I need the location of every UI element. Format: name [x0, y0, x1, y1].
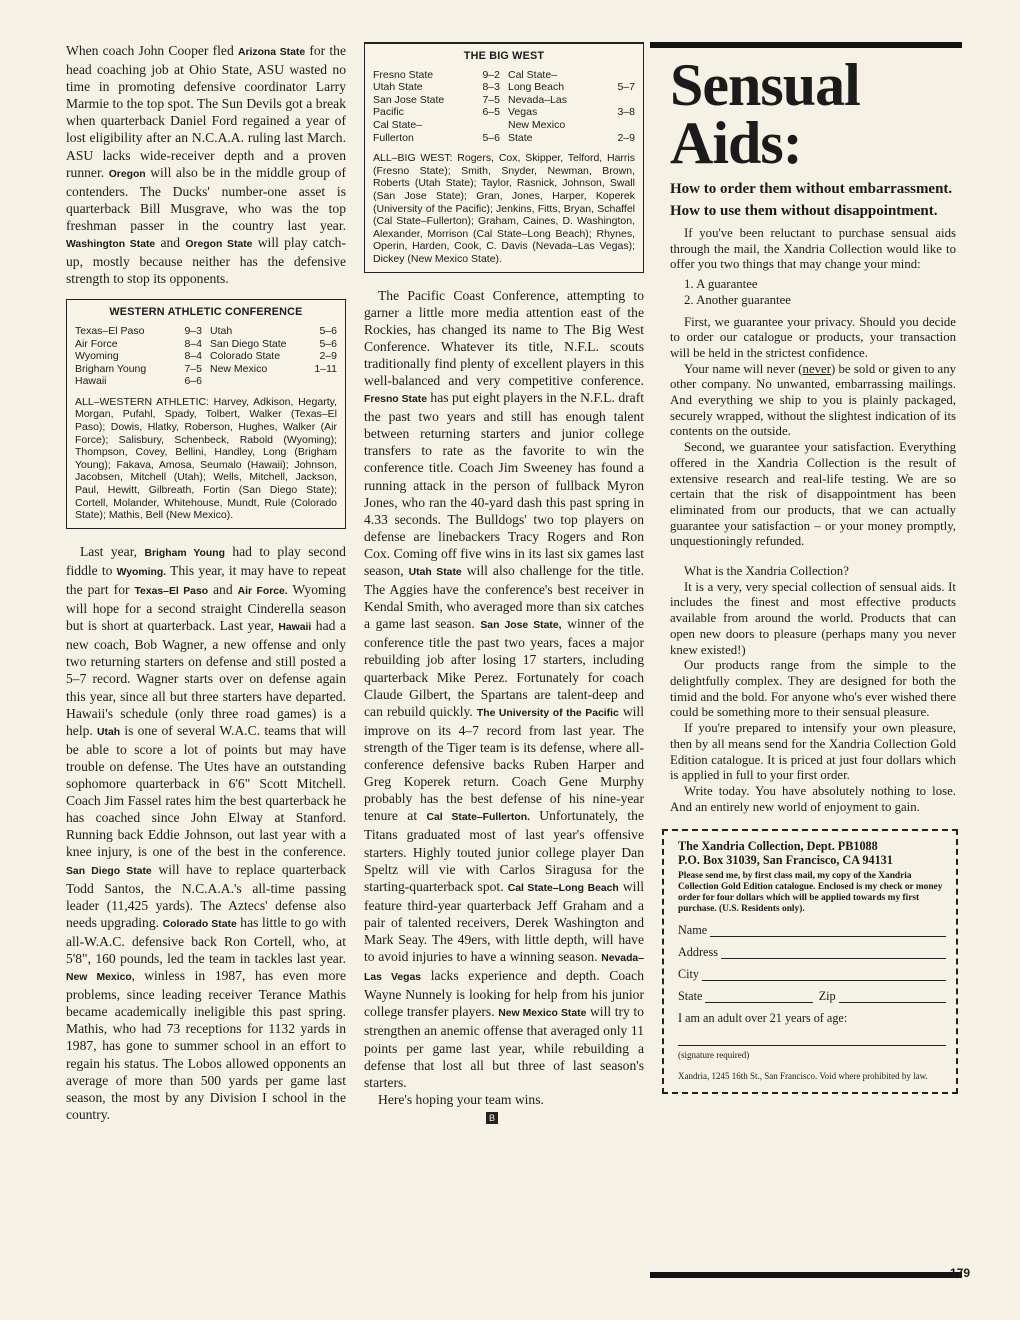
- name-label: Name: [678, 923, 708, 938]
- record-cell: [629, 119, 635, 132]
- team-name: New Mexico State: [498, 1008, 587, 1020]
- standings-row: [508, 69, 635, 82]
- text-run: Last year,: [80, 543, 145, 559]
- record-cell: 8–3: [482, 81, 500, 94]
- team-cell: Brigham Young: [75, 362, 147, 375]
- order-coupon: [662, 829, 958, 1094]
- record-cell: [629, 94, 635, 107]
- text-run: The Pacific Coast Conference, attempting to garner a little more media attention east of the Rockies, has changed its name to The Big West Conference. Whatever its title, N.F.L. scouts traditionally find plenty of excellent players in this well-balanced and very competitive conference.: [364, 287, 644, 388]
- record-cell: 9–2: [482, 68, 500, 81]
- text-run: for the head coaching job at Ohio State, ASU wasted no time in promoting defensive coordinator Larry Marmie to the top spot. The Sun Devils got a break when quarterback Daniel Ford regained a year of lost eligibility after an N.C.A.A. ruling last March. ASU lacks wide-receiver depth and a proven runner.: [66, 43, 346, 180]
- ad-headline: [670, 52, 962, 176]
- state-line[interactable]: [705, 990, 812, 1003]
- text-run: This year, it may have to repeat the part for: [66, 562, 346, 597]
- bigwest-standings-left: [373, 69, 500, 145]
- team-cell: San Diego State: [210, 337, 287, 350]
- team-cell: Colorado State: [210, 350, 281, 363]
- team-name: Utah State: [408, 567, 462, 578]
- team-cell: Nevada–Las: [508, 93, 567, 106]
- team-cell: Hawaii: [75, 375, 107, 388]
- address-field[interactable]: [678, 945, 946, 959]
- standings-row: [210, 363, 337, 376]
- standings-row: [75, 338, 202, 351]
- ad-gold: If you're prepared to intensify your own pleasure, then by all means send for the Xandria Collection Gold Edition catalogue. It is priced at just four dollars which is applied in full to your first order.: [670, 721, 956, 783]
- team-cell: Utah: [210, 324, 233, 337]
- page-number: 179: [949, 1266, 970, 1280]
- ad-question: What is the Xandria Collection?: [684, 564, 849, 579]
- standings-row: [75, 363, 202, 376]
- record-cell: 2–9: [319, 350, 337, 363]
- wac-all-conference: ALL–WESTERN ATHLETIC: Harvey, Adkison, Hegarty, Morgan, Pufahl, Spady, Tolbert, Walker (Texas–El Paso); Dowis, Hlatky, Roberson, Hughes, Walker (Air Force); Salisbury, Schenbeck, Rabold (Wyoming); Thompson, Covey, Bellini, Handley, Long (Brigham Young); Fakava, Amosa, Seumalo (Hawaii); Johnson, Jacobsen, Mitchell (Utah); Wells, Mitchell, Jackson, Paul, Hewitt, Gilbreath, Fortin (San Diego State); Cortell, Molander, Whitehouse, Mundt, Rule (Colorado State); Mathis, Bell (New Mexico).: [75, 395, 337, 522]
- text-run: has put eight players in the N.F.L. draft the past two years and still has enough talent between returning starters and junior college transfers to rate as the favorite to win the conference title. Coach Jim Sweeney has found a running attack in the person of fullback Myron Jones, who ran the 40-yard dash this past spring in 4.33 seconds. The Bulldogs' two top players on defense are linebackers Tracy Rogers and Ron Cox. Coming off five wins in its last six games last season,: [364, 390, 645, 578]
- standings-row: [508, 119, 635, 132]
- rabbit-end-mark-icon: B: [486, 1112, 498, 1124]
- text-run: had a new coach, Bob Wagner, a new offense and only two returning starters on defense and still posted a 5–7 record. Wagner starts over on defense again this year, since all but three starters have departed. Hawaii's schedule (only three road games) is a help.: [66, 618, 346, 738]
- team-name: Cal State–Fullerton.: [426, 812, 530, 824]
- text-run: lacks experience and depth. Coach Wayne Nunnely is looking for help from his junior college transfer players.: [364, 968, 644, 1020]
- record-cell: 5–7: [617, 81, 635, 94]
- team-name: Cal State–Long Beach: [507, 882, 619, 894]
- team-cell: Long Beach: [508, 81, 565, 94]
- team-name: The University of the Pacific: [476, 707, 619, 719]
- team-name: San Diego State: [66, 865, 152, 877]
- standings-row: [508, 94, 635, 107]
- ad-what: It is a very, very special collection of sensual aids. It includes the finest and most effective products available from around the world. Products that can open new doors to pleasure (perhaps many you never knew existed!): [670, 579, 956, 657]
- standings-row: [373, 94, 500, 107]
- standings-row: [373, 106, 500, 119]
- standings-row: [210, 350, 337, 363]
- article-column-2: [364, 42, 644, 1126]
- standings-row: [508, 81, 635, 94]
- team-cell: Fullerton: [373, 131, 414, 144]
- record-cell: 5–6: [319, 324, 337, 337]
- team-name: Air Force.: [237, 586, 288, 597]
- text-run: had to play second fiddle to: [66, 543, 346, 578]
- team-cell: Cal State–: [373, 118, 423, 131]
- ad-never-sold-b: ) be sold or given to any other company. No unwanted, embarrassing mailings. And everything we ship to you is plainly packaged, securely wrapped, without the slightest indication of its contents on the outside.: [670, 361, 956, 439]
- text-run: is one of several W.A.C. teams that will be able to score a lot of points but may have trouble on defense. The Utes have an outstanding sophomore quarterback in 6'6" Scott Mitchell. Coach Jim Fassel rates him the best quarterback he has coached since John Elway at Stanford. Running back Eddie Johnson, out last year with a knee injury, is one of the best in the conference.: [66, 722, 347, 860]
- text-run: When coach John Cooper fled: [66, 43, 238, 58]
- ad-frame: [650, 42, 962, 1278]
- text-run: and: [208, 582, 238, 597]
- team-cell: Vegas: [508, 106, 538, 119]
- team-name: Oregon State: [185, 239, 253, 251]
- record-cell: 8–4: [184, 337, 202, 350]
- article-column-1: [66, 42, 346, 1123]
- standings-row: [75, 350, 202, 363]
- bigwest-standings-box: [364, 42, 644, 273]
- team-cell: Utah State: [373, 81, 423, 94]
- standings-row: [508, 132, 635, 145]
- record-cell: 8–4: [184, 350, 202, 363]
- zip-label: Zip: [818, 989, 836, 1004]
- team-cell: Texas–El Paso: [75, 324, 145, 337]
- team-name: Arizona State: [237, 47, 306, 58]
- ad-subhead-order: How to order them without embarrassment.: [670, 181, 953, 197]
- ad-list-item: 2. Another guarantee: [684, 292, 791, 307]
- team-name: Texas–El Paso: [134, 586, 209, 597]
- team-name: Wyoming.: [116, 566, 167, 578]
- record-cell: [494, 119, 500, 132]
- text-run: will feature third-year quarterback Jeff Graham and a pair of talented receivers, Derek Washington and Mark Seay. The 49ers, with little depth, will have to avoid injuries to have a winning season.: [364, 878, 644, 965]
- text-run: will play catch-up, mostly because neither has the defensive strength to stop its opponents.: [66, 235, 346, 287]
- ad-headline-line1: Sensual: [670, 52, 860, 118]
- team-cell: New Mexico: [210, 362, 268, 375]
- text-run: will try to strengthen an anemic offense that averaged only 11 points per game last year, while rebuilding a defense that lost all but three of last season's starters.: [364, 1004, 644, 1090]
- bigwest-all-conference: ALL–BIG WEST: Rogers, Cox, Skipper, Telford, Harris (Fresno State); Smith, Snyder, Newman, Brown, Roberts (Utah State); Taylor, Rasnick, Johnson, Swall (San Jose State); Gran, Jones, Harper, Koperek (University of the Pacific); Jenkins, Fitts, Bryan, Schaffel (Cal State–Fullerton); Graham, Caines, D. Washington, Alexander, Morrison (Cal State–Long Beach); Rhynes, Operin, Harden, Cook, C. Davis (Nevada–Las Vegas); Dickey (New Mexico State).: [373, 152, 635, 265]
- record-cell: 1–11: [314, 362, 337, 375]
- standings-row: [373, 69, 500, 82]
- article-paragraph-wac: [66, 543, 346, 1123]
- ad-list-item: 1. A guarantee: [684, 277, 758, 292]
- text-run: has little to go with all-W.A.C. defensive back Ron Cortell, who, at 5'8", 160 pounds, led the team in tackles last year.: [66, 914, 346, 966]
- text-run: will have to replace quarterback Todd Santos, the N.C.A.A.'s all-time passing leader (11,425 yards). The Aztecs' defense also needs upgrading.: [66, 861, 346, 930]
- team-name: New Mexico,: [66, 972, 135, 984]
- article-paragraph-bigwest: [364, 287, 644, 1091]
- team-name: Fresno State: [364, 394, 427, 406]
- text-run: and: [155, 235, 186, 251]
- text-run: winless in 1987, has even more problems, since leading receiver Terance Mathis became academically ineligible this past spring. Mathis, who had 73 receptions for 1132 yards in 1987, has gone to summer school in an effort to regain his status. The Lobos allowed opponents an average of more than 500 yards per game last season, the most by any Division I school in the country.: [66, 968, 346, 1122]
- ad-intro: If you've been reluctant to purchase sensual aids through the mail, the Xandria Collection would like to offer you two things that may change your mind:: [670, 226, 956, 272]
- team-name: Brigham Young: [144, 547, 225, 559]
- signature-label: (signature required): [678, 1050, 750, 1061]
- text-run: will improve on its 4–7 record from last year. The strength of the Tiger team is its defense, where all-conference defensive backs Ruben Harper and Greg Koperek return. Coach Gene Murphy probably has the best defense of his nine-year tenure at: [364, 703, 644, 824]
- name-field[interactable]: [678, 923, 946, 937]
- wac-standings-right: [210, 325, 337, 388]
- team-name: Nevada–Las Vegas: [364, 953, 644, 984]
- xandria-ad: [650, 42, 962, 1278]
- city-label: City: [678, 967, 699, 982]
- record-cell: 5–6: [319, 337, 337, 350]
- bigwest-standings-right: [508, 69, 635, 145]
- zip-line[interactable]: [839, 990, 946, 1003]
- address-label: Address: [678, 945, 718, 960]
- city-line[interactable]: [702, 968, 946, 981]
- wac-standings-left: [75, 325, 202, 388]
- standings-row: [373, 81, 500, 94]
- record-cell: 7–5: [482, 93, 500, 106]
- standings-row: [210, 338, 337, 351]
- text-run: will also be in the middle group of contenders. The Ducks' number-one asset is quarterback Bill Musgrave, who was the top freshman passer in the country last year.: [66, 164, 346, 233]
- record-cell: 3–8: [617, 106, 635, 119]
- ad-write: Write today. You have absolutely nothing to lose. And an entirely new world of enjoyment to gain.: [670, 783, 956, 814]
- team-cell: Cal State–: [508, 68, 558, 81]
- coupon-footer: Xandria, 1245 16th St., San Francisco. Void where prohibited by law.: [678, 1071, 928, 1082]
- team-name: Washington State: [66, 239, 156, 251]
- record-cell: [629, 69, 635, 82]
- team-name: Oregon: [108, 168, 146, 180]
- wac-title: WESTERN ATHLETIC CONFERENCE: [109, 306, 303, 319]
- record-cell: 2–9: [617, 131, 635, 144]
- ad-never-sold-a: Your name will never (: [684, 361, 803, 376]
- team-name: Colorado State: [162, 918, 237, 930]
- standings-row: [373, 132, 500, 145]
- article-closing: Here's hoping your team wins.: [378, 1091, 544, 1107]
- city-field[interactable]: [678, 967, 946, 981]
- bigwest-title: THE BIG WEST: [463, 50, 545, 62]
- wac-standings-box: [66, 299, 346, 529]
- article-paragraph-arizona: [66, 42, 346, 287]
- text-run: Wyoming will hope for a second straight Cinderella season but is short at quarterback. Last year,: [66, 582, 346, 634]
- ad-subhead-use: How to use them without disappointment.: [670, 203, 938, 219]
- ad-never-underlined: never: [802, 361, 831, 376]
- team-cell: Fresno State: [373, 68, 434, 81]
- ad-guarantee-list: [684, 277, 956, 308]
- standings-row: [373, 119, 500, 132]
- text-run: will also challenge for the title. The Aggies have the conference's best receiver in Kendal Smith, who averaged more than six catches a game last season.: [364, 563, 644, 632]
- record-cell: 7–5: [184, 362, 202, 375]
- text-run: winner of the conference title the past two years, faces a major rebuilding job after losing 17 starters, including quarterback Mike Perez. Fortunately for coach Claude Gilbert, the Spartans are talent-deep and can rebuild quickly.: [364, 616, 645, 719]
- team-name: San Jose State,: [480, 620, 562, 632]
- state-label: State: [678, 989, 703, 1004]
- team-cell: Air Force: [75, 337, 118, 350]
- team-cell: State: [508, 131, 533, 144]
- ad-satisfaction: Second, we guarantee your satisfaction. Everything offered in the Xandria Collection is the result of extensive research and real-life testing. We are so certain that the risk of disappointment has been eliminated from our products, that we can actually guarantee your satisfaction – or your money promptly, unquestioningly refunded.: [670, 440, 956, 549]
- team-cell: Wyoming: [75, 350, 119, 363]
- adult-statement: [678, 1011, 946, 1025]
- signature-line[interactable]: [678, 1031, 946, 1046]
- record-cell: 5–6: [482, 131, 500, 144]
- record-cell: 6–5: [482, 106, 500, 119]
- team-cell: Pacific: [373, 106, 404, 119]
- team-name: Hawaii: [278, 622, 312, 634]
- standings-row: [210, 325, 337, 338]
- ad-body: [670, 226, 956, 815]
- coupon-address-1: The Xandria Collection, Dept. PB1088: [678, 839, 878, 854]
- ad-headline-line2: Aids:: [670, 110, 802, 176]
- name-line[interactable]: [710, 924, 946, 937]
- team-name: Utah: [97, 726, 121, 738]
- record-cell: 6–6: [184, 375, 202, 388]
- standings-row: [75, 325, 202, 338]
- address-line[interactable]: [721, 946, 946, 959]
- coupon-instructions: Please send me, by first class mail, my copy of the Xandria Collection Gold Edition catalogue. Enclosed is my check or money order for four dollars which will be applied towards my first purchase. (U.S. Residents only).: [678, 871, 943, 915]
- record-cell: 9–3: [184, 324, 202, 337]
- coupon-address-2: P.O. Box 31039, San Francisco, CA 94131: [678, 853, 893, 868]
- ad-privacy: First, we guarantee your privacy. Should you decide to order our catalogue or products, your transaction will be held in the strictest confidence.: [670, 314, 956, 360]
- standings-row: [508, 106, 635, 119]
- adult-label: I am an adult over 21 years of age:: [678, 1011, 848, 1026]
- ad-never-sold: [670, 362, 956, 441]
- state-zip-field[interactable]: [678, 989, 946, 1003]
- team-cell: San Jose State: [373, 93, 445, 106]
- ad-range: Our products range from the simple to the delightfully complex. They are designed for both the timid and the bold. For anyone who's ever wished there could be something more to their sensual pleasure.: [670, 658, 956, 720]
- text-run: Unfortunately, the Titans graduated most of last year's offensive starters. Highly touted junior college player Dan Speltz will vie with Carlos Siragusa for the starting-quarterback spot.: [364, 808, 645, 894]
- team-cell: New Mexico: [508, 118, 566, 131]
- standings-row: [75, 375, 202, 388]
